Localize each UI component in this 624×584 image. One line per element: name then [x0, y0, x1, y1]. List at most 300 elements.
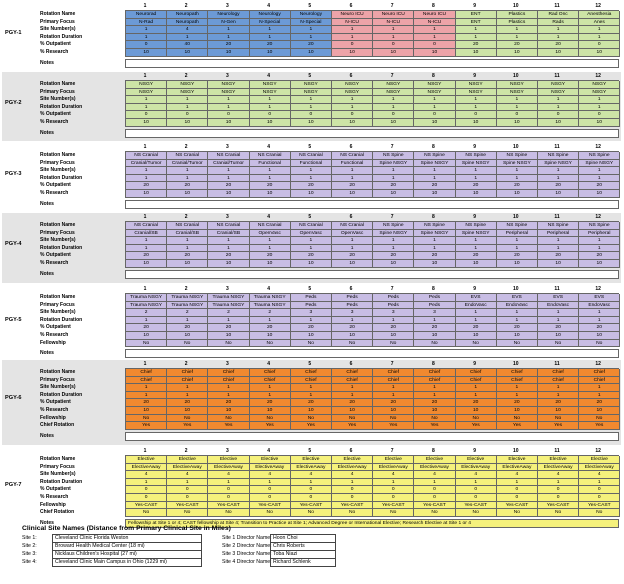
rotation-cell[interactable]: 0: [456, 486, 497, 494]
rotation-cell[interactable]: 1: [456, 237, 497, 245]
rotation-cell[interactable]: 10: [167, 260, 208, 268]
rotation-cell[interactable]: 1: [208, 34, 249, 42]
rotation-cell[interactable]: 0: [579, 111, 620, 119]
rotation-cell[interactable]: 1: [332, 237, 373, 245]
rotation-cell[interactable]: Rad Onc: [538, 11, 579, 19]
rotation-cell[interactable]: 2: [250, 309, 291, 317]
rotation-cell[interactable]: 20: [250, 182, 291, 190]
rotation-cell[interactable]: 1: [332, 104, 373, 112]
rotation-cell[interactable]: Anes: [579, 19, 620, 27]
rotation-cell[interactable]: Chief: [291, 377, 332, 385]
rotation-cell[interactable]: Neuro ICU: [373, 11, 414, 19]
rotation-cell[interactable]: Chief: [538, 377, 579, 385]
rotation-cell[interactable]: NSGY: [250, 89, 291, 97]
rotation-cell[interactable]: No: [373, 340, 414, 348]
rotation-cell[interactable]: NS Spine: [538, 222, 579, 230]
rotation-cell[interactable]: Yes: [373, 422, 414, 430]
rotation-cell[interactable]: Spine NSGY: [373, 160, 414, 168]
rotation-cell[interactable]: 0: [414, 486, 455, 494]
rotation-cell[interactable]: 1: [332, 245, 373, 253]
rotation-cell[interactable]: Yes: [208, 422, 249, 430]
rotation-cell[interactable]: Yes-CAST: [167, 502, 208, 510]
rotation-cell[interactable]: 0: [250, 486, 291, 494]
rotation-cell[interactable]: 1: [579, 26, 620, 34]
rotation-cell[interactable]: Cranial/Tumor: [167, 160, 208, 168]
rotation-cell[interactable]: 1: [126, 104, 167, 112]
rotation-cell[interactable]: 1: [126, 392, 167, 400]
rotation-cell[interactable]: Cranial/SB: [167, 230, 208, 238]
rotation-cell[interactable]: 20: [497, 324, 538, 332]
rotation-cell[interactable]: 0: [167, 486, 208, 494]
rotation-cell[interactable]: Neuro ICU: [332, 11, 373, 19]
rotation-cell[interactable]: 20: [291, 252, 332, 260]
rotation-cell[interactable]: 20: [538, 399, 579, 407]
rotation-cell[interactable]: 0: [291, 111, 332, 119]
rotation-cell[interactable]: Peds: [414, 294, 455, 302]
rotation-cell[interactable]: Chief: [167, 377, 208, 385]
rotation-cell[interactable]: Trauma NSGY: [250, 294, 291, 302]
rotation-cell[interactable]: Trauma NSGY: [167, 294, 208, 302]
rotation-cell[interactable]: 1: [538, 245, 579, 253]
rotation-cell[interactable]: 10: [126, 190, 167, 198]
rotation-cell[interactable]: 1: [291, 237, 332, 245]
rotation-cell[interactable]: 20: [579, 252, 620, 260]
rotation-cell[interactable]: ElectiveAway: [208, 464, 249, 472]
rotation-cell[interactable]: 1: [538, 384, 579, 392]
rotation-cell[interactable]: 0: [126, 494, 167, 502]
rotation-cell[interactable]: 1: [167, 384, 208, 392]
rotation-cell[interactable]: Plastics: [497, 19, 538, 27]
rotation-cell[interactable]: Chief: [456, 377, 497, 385]
rotation-cell[interactable]: 10: [126, 49, 167, 57]
rotation-cell[interactable]: ElectiveAway: [414, 464, 455, 472]
rotation-cell[interactable]: NS Cranial: [126, 152, 167, 160]
rotation-cell[interactable]: 1: [456, 245, 497, 253]
rotation-cell[interactable]: N-ICU: [332, 19, 373, 27]
rotation-cell[interactable]: 1: [126, 175, 167, 183]
rotation-cell[interactable]: N-Gen: [208, 19, 249, 27]
rotation-cell[interactable]: Cranial/SB: [208, 230, 249, 238]
rotation-cell[interactable]: 10: [497, 190, 538, 198]
rotation-cell[interactable]: EndoVasc: [497, 302, 538, 310]
rotation-cell[interactable]: Chief: [373, 369, 414, 377]
rotation-cell[interactable]: No: [456, 509, 497, 517]
rotation-cell[interactable]: 1: [332, 26, 373, 34]
rotation-cell[interactable]: 1: [208, 245, 249, 253]
rotation-cell[interactable]: 20: [208, 41, 249, 49]
rotation-cell[interactable]: 20: [373, 399, 414, 407]
rotation-cell[interactable]: 1: [456, 26, 497, 34]
rotation-cell[interactable]: Yes-CAST: [373, 502, 414, 510]
rotation-cell[interactable]: 1: [291, 175, 332, 183]
rotation-cell[interactable]: NS Cranial: [208, 222, 249, 230]
rotation-cell[interactable]: 1: [579, 317, 620, 325]
rotation-cell[interactable]: 20: [167, 399, 208, 407]
rotation-cell[interactable]: 1: [126, 96, 167, 104]
rotation-cell[interactable]: Yes: [250, 422, 291, 430]
rotation-cell[interactable]: 1: [167, 175, 208, 183]
rotation-cell[interactable]: 10: [167, 119, 208, 127]
rotation-cell[interactable]: 0: [414, 111, 455, 119]
rotation-cell[interactable]: 1: [538, 317, 579, 325]
rotation-cell[interactable]: 10: [579, 332, 620, 340]
rotation-cell[interactable]: 10: [414, 119, 455, 127]
rotation-cell[interactable]: N-Rad: [126, 19, 167, 27]
rotation-cell[interactable]: 1: [126, 384, 167, 392]
rotation-cell[interactable]: 20: [332, 399, 373, 407]
rotation-cell[interactable]: No: [126, 340, 167, 348]
rotation-cell[interactable]: 1: [538, 309, 579, 317]
rotation-cell[interactable]: Cranial/Tumor: [208, 160, 249, 168]
rotation-cell[interactable]: 10: [414, 190, 455, 198]
rotation-cell[interactable]: 1: [579, 309, 620, 317]
rotation-cell[interactable]: NSGY: [579, 89, 620, 97]
rotation-cell[interactable]: Yes-CAST: [414, 502, 455, 510]
rotation-cell[interactable]: Elective: [208, 456, 249, 464]
rotation-cell[interactable]: 20: [208, 399, 249, 407]
rotation-cell[interactable]: ElectiveAway: [126, 464, 167, 472]
rotation-cell[interactable]: 10: [250, 49, 291, 57]
rotation-cell[interactable]: 1: [579, 384, 620, 392]
rotation-cell[interactable]: 0: [456, 494, 497, 502]
rotation-cell[interactable]: 1: [497, 237, 538, 245]
rotation-cell[interactable]: 1: [332, 167, 373, 175]
rotation-cell[interactable]: Yes-CAST: [538, 502, 579, 510]
rotation-cell[interactable]: 10: [332, 407, 373, 415]
rotation-cell[interactable]: NSGY: [456, 81, 497, 89]
rotation-cell[interactable]: NS Cranial: [291, 222, 332, 230]
rotation-cell[interactable]: 20: [167, 324, 208, 332]
notes-field[interactable]: [125, 349, 619, 358]
rotation-cell[interactable]: NS Cranial: [208, 152, 249, 160]
rotation-cell[interactable]: 4: [167, 26, 208, 34]
rotation-cell[interactable]: 1: [456, 167, 497, 175]
rotation-cell[interactable]: Yes: [497, 422, 538, 430]
rotation-cell[interactable]: 1: [497, 392, 538, 400]
rotation-cell[interactable]: 4: [579, 471, 620, 479]
rotation-cell[interactable]: 0: [579, 486, 620, 494]
rotation-cell[interactable]: NS Spine: [414, 222, 455, 230]
rotation-cell[interactable]: Elective: [291, 456, 332, 464]
rotation-cell[interactable]: 1: [208, 104, 249, 112]
rotation-cell[interactable]: 0: [579, 494, 620, 502]
rotation-cell[interactable]: 1: [250, 96, 291, 104]
rotation-cell[interactable]: 1: [456, 309, 497, 317]
rotation-cell[interactable]: NSGY: [291, 89, 332, 97]
rotation-cell[interactable]: 1: [167, 392, 208, 400]
rotation-cell[interactable]: Chief: [167, 369, 208, 377]
rotation-cell[interactable]: Chief: [414, 369, 455, 377]
rotation-cell[interactable]: OpenVasc: [291, 230, 332, 238]
rotation-cell[interactable]: Elective: [497, 456, 538, 464]
rotation-cell[interactable]: 20: [250, 324, 291, 332]
rotation-cell[interactable]: No: [167, 415, 208, 423]
rotation-cell[interactable]: 1: [250, 237, 291, 245]
rotation-cell[interactable]: No: [250, 415, 291, 423]
rotation-cell[interactable]: 1: [250, 34, 291, 42]
rotation-cell[interactable]: 20: [291, 399, 332, 407]
rotation-cell[interactable]: Chief: [373, 377, 414, 385]
rotation-cell[interactable]: NS Spine: [579, 222, 620, 230]
rotation-cell[interactable]: 1: [579, 167, 620, 175]
rotation-cell[interactable]: 1: [167, 104, 208, 112]
rotation-cell[interactable]: No: [126, 415, 167, 423]
rotation-cell[interactable]: 20: [208, 324, 249, 332]
rotation-cell[interactable]: 0: [497, 111, 538, 119]
rotation-cell[interactable]: NSGY: [579, 81, 620, 89]
rotation-cell[interactable]: 1: [414, 96, 455, 104]
rotation-cell[interactable]: 4: [497, 471, 538, 479]
rotation-cell[interactable]: No: [291, 415, 332, 423]
rotation-cell[interactable]: No: [579, 340, 620, 348]
rotation-cell[interactable]: 1: [250, 392, 291, 400]
rotation-cell[interactable]: NSGY: [208, 89, 249, 97]
rotation-cell[interactable]: 1: [497, 167, 538, 175]
rotation-cell[interactable]: 10: [414, 260, 455, 268]
rotation-cell[interactable]: 1: [538, 104, 579, 112]
rotation-cell[interactable]: 1: [456, 96, 497, 104]
rotation-cell[interactable]: 10: [579, 407, 620, 415]
rotation-cell[interactable]: Trauma NSGY: [126, 302, 167, 310]
rotation-cell[interactable]: NS Spine: [456, 222, 497, 230]
rotation-cell[interactable]: Elective: [579, 456, 620, 464]
rotation-cell[interactable]: 1: [414, 237, 455, 245]
rotation-cell[interactable]: No: [456, 415, 497, 423]
rotation-cell[interactable]: 0: [126, 111, 167, 119]
rotation-cell[interactable]: 1: [373, 384, 414, 392]
rotation-cell[interactable]: Yes: [167, 422, 208, 430]
rotation-cell[interactable]: 20: [250, 399, 291, 407]
rotation-cell[interactable]: 1: [250, 479, 291, 487]
rotation-cell[interactable]: Trauma NSGY: [167, 302, 208, 310]
rotation-cell[interactable]: 4: [456, 471, 497, 479]
rotation-cell[interactable]: 20: [414, 399, 455, 407]
rotation-cell[interactable]: NS Spine: [456, 152, 497, 160]
rotation-cell[interactable]: ElectiveAway: [497, 464, 538, 472]
rotation-cell[interactable]: Chief: [332, 369, 373, 377]
rotation-cell[interactable]: 10: [332, 260, 373, 268]
rotation-cell[interactable]: 10: [332, 119, 373, 127]
rotation-cell[interactable]: 1: [414, 384, 455, 392]
rotation-cell[interactable]: 10: [538, 190, 579, 198]
rotation-cell[interactable]: 1: [414, 479, 455, 487]
rotation-cell[interactable]: No: [579, 509, 620, 517]
rotation-cell[interactable]: 20: [456, 252, 497, 260]
rotation-cell[interactable]: Chief: [414, 377, 455, 385]
rotation-cell[interactable]: 0: [208, 486, 249, 494]
rotation-cell[interactable]: Neurology: [291, 11, 332, 19]
rotation-cell[interactable]: NSGY: [126, 81, 167, 89]
rotation-cell[interactable]: 1: [373, 317, 414, 325]
rotation-cell[interactable]: NSGY: [373, 81, 414, 89]
rotation-cell[interactable]: Neuropath: [167, 11, 208, 19]
rotation-cell[interactable]: 1: [208, 175, 249, 183]
rotation-cell[interactable]: 0: [332, 111, 373, 119]
rotation-cell[interactable]: 10: [167, 190, 208, 198]
rotation-cell[interactable]: 4: [373, 471, 414, 479]
rotation-cell[interactable]: NSGY: [250, 81, 291, 89]
rotation-cell[interactable]: Yes: [579, 422, 620, 430]
rotation-cell[interactable]: 1: [332, 392, 373, 400]
rotation-cell[interactable]: Elective: [332, 456, 373, 464]
rotation-cell[interactable]: No: [373, 415, 414, 423]
rotation-cell[interactable]: 1: [332, 317, 373, 325]
rotation-cell[interactable]: 0: [250, 494, 291, 502]
rotation-cell[interactable]: NSGY: [414, 81, 455, 89]
rotation-cell[interactable]: NSGY: [167, 89, 208, 97]
rotation-cell[interactable]: 0: [208, 111, 249, 119]
rotation-cell[interactable]: NS Spine: [538, 152, 579, 160]
rotation-cell[interactable]: NS Spine: [373, 152, 414, 160]
rotation-cell[interactable]: 10: [126, 332, 167, 340]
rotation-cell[interactable]: NS Cranial: [126, 222, 167, 230]
rotation-cell[interactable]: 1: [208, 26, 249, 34]
rotation-cell[interactable]: 1: [208, 96, 249, 104]
rotation-cell[interactable]: 1: [126, 479, 167, 487]
rotation-cell[interactable]: NSGY: [167, 81, 208, 89]
rotation-cell[interactable]: 1: [538, 26, 579, 34]
rotation-cell[interactable]: 10: [250, 190, 291, 198]
rotation-cell[interactable]: N-ICU: [414, 19, 455, 27]
rotation-cell[interactable]: 1: [579, 245, 620, 253]
rotation-cell[interactable]: 10: [126, 407, 167, 415]
rotation-cell[interactable]: ElectiveAway: [332, 464, 373, 472]
rotation-cell[interactable]: 20: [579, 324, 620, 332]
rotation-cell[interactable]: 20: [208, 182, 249, 190]
rotation-cell[interactable]: 10: [250, 332, 291, 340]
rotation-cell[interactable]: 10: [250, 119, 291, 127]
rotation-cell[interactable]: 20: [579, 182, 620, 190]
rotation-cell[interactable]: Yes-CAST: [208, 502, 249, 510]
rotation-cell[interactable]: 3: [373, 309, 414, 317]
rotation-cell[interactable]: 1: [167, 237, 208, 245]
rotation-cell[interactable]: 10: [497, 332, 538, 340]
rotation-cell[interactable]: Yes-CAST: [497, 502, 538, 510]
rotation-cell[interactable]: EndoVasc: [579, 302, 620, 310]
rotation-cell[interactable]: Functional: [250, 160, 291, 168]
rotation-cell[interactable]: 10: [456, 119, 497, 127]
rotation-cell[interactable]: Peds: [332, 302, 373, 310]
rotation-cell[interactable]: 1: [456, 317, 497, 325]
notes-field[interactable]: Fellowship at Site 1 or 4; CAST fellowship at Site 4; Transition to Practice at Site 1; Advanced Degree or International Elective; Research Elective at Site 1 or 4: [125, 519, 619, 528]
rotation-cell[interactable]: Chief: [126, 369, 167, 377]
rotation-cell[interactable]: 1: [167, 317, 208, 325]
rotation-cell[interactable]: NSGY: [456, 89, 497, 97]
rotation-cell[interactable]: NSGY: [373, 89, 414, 97]
rotation-cell[interactable]: 10: [208, 190, 249, 198]
rotation-cell[interactable]: 1: [373, 167, 414, 175]
rotation-cell[interactable]: 10: [373, 407, 414, 415]
rotation-cell[interactable]: 1: [167, 34, 208, 42]
rotation-cell[interactable]: 20: [414, 252, 455, 260]
rotation-cell[interactable]: Chief: [332, 377, 373, 385]
rotation-cell[interactable]: No: [250, 340, 291, 348]
rotation-cell[interactable]: 1: [456, 384, 497, 392]
notes-field[interactable]: [125, 432, 619, 441]
notes-field[interactable]: [125, 129, 619, 138]
rotation-cell[interactable]: 1: [250, 26, 291, 34]
rotation-cell[interactable]: Spine NSGY: [414, 160, 455, 168]
rotation-cell[interactable]: 0: [538, 111, 579, 119]
rotation-cell[interactable]: 20: [126, 182, 167, 190]
rotation-cell[interactable]: 1: [250, 245, 291, 253]
rotation-cell[interactable]: 20: [208, 252, 249, 260]
rotation-cell[interactable]: 20: [291, 182, 332, 190]
rotation-cell[interactable]: 1: [497, 309, 538, 317]
rotation-cell[interactable]: 1: [414, 167, 455, 175]
rotation-cell[interactable]: 1: [579, 96, 620, 104]
rotation-cell[interactable]: 10: [167, 407, 208, 415]
rotation-cell[interactable]: N-Special: [291, 19, 332, 27]
rotation-cell[interactable]: 1: [538, 96, 579, 104]
rotation-cell[interactable]: 10: [373, 260, 414, 268]
rotation-cell[interactable]: 1: [414, 392, 455, 400]
rotation-cell[interactable]: 1: [373, 96, 414, 104]
rotation-cell[interactable]: 4: [332, 471, 373, 479]
rotation-cell[interactable]: 0: [373, 111, 414, 119]
rotation-cell[interactable]: 0: [497, 486, 538, 494]
rotation-cell[interactable]: 20: [456, 324, 497, 332]
rotation-cell[interactable]: 1: [208, 167, 249, 175]
rotation-cell[interactable]: 1: [538, 175, 579, 183]
rotation-cell[interactable]: 0: [538, 486, 579, 494]
rotation-cell[interactable]: 0: [332, 486, 373, 494]
rotation-cell[interactable]: Chief: [579, 377, 620, 385]
rotation-cell[interactable]: 1: [373, 26, 414, 34]
rotation-cell[interactable]: Chief: [208, 377, 249, 385]
rotation-cell[interactable]: No: [167, 340, 208, 348]
rotation-cell[interactable]: 1: [497, 384, 538, 392]
rotation-cell[interactable]: ENT: [456, 11, 497, 19]
rotation-cell[interactable]: No: [497, 509, 538, 517]
rotation-cell[interactable]: 1: [291, 104, 332, 112]
rotation-cell[interactable]: 1: [291, 317, 332, 325]
rotation-cell[interactable]: 1: [538, 237, 579, 245]
rotation-cell[interactable]: 1: [167, 96, 208, 104]
rotation-cell[interactable]: No: [208, 509, 249, 517]
rotation-cell[interactable]: 1: [497, 34, 538, 42]
rotation-cell[interactable]: 20: [456, 41, 497, 49]
rotation-cell[interactable]: 20: [579, 399, 620, 407]
rotation-cell[interactable]: 0: [167, 494, 208, 502]
rotation-cell[interactable]: 10: [579, 190, 620, 198]
rotation-cell[interactable]: No: [373, 509, 414, 517]
rotation-cell[interactable]: 1: [579, 175, 620, 183]
rotation-cell[interactable]: Yes: [291, 422, 332, 430]
rotation-cell[interactable]: ElectiveAway: [291, 464, 332, 472]
rotation-cell[interactable]: 20: [538, 324, 579, 332]
rotation-cell[interactable]: 10: [414, 407, 455, 415]
rotation-cell[interactable]: Yes: [538, 422, 579, 430]
rotation-cell[interactable]: Trauma NSGY: [250, 302, 291, 310]
rotation-cell[interactable]: 20: [538, 252, 579, 260]
rotation-cell[interactable]: 1: [167, 167, 208, 175]
rotation-cell[interactable]: 1: [250, 317, 291, 325]
rotation-cell[interactable]: Spine NSGY: [497, 160, 538, 168]
rotation-cell[interactable]: Elective: [250, 456, 291, 464]
rotation-cell[interactable]: No: [414, 340, 455, 348]
rotation-cell[interactable]: 0: [373, 494, 414, 502]
rotation-cell[interactable]: 1: [291, 392, 332, 400]
rotation-cell[interactable]: Anesthesia: [579, 11, 620, 19]
rotation-cell[interactable]: 3: [291, 309, 332, 317]
rotation-cell[interactable]: 10: [332, 190, 373, 198]
rotation-cell[interactable]: Chief: [250, 377, 291, 385]
rotation-cell[interactable]: EndoVasc: [456, 302, 497, 310]
rotation-cell[interactable]: 20: [291, 41, 332, 49]
rotation-cell[interactable]: 1: [167, 245, 208, 253]
rotation-cell[interactable]: Yes: [332, 422, 373, 430]
